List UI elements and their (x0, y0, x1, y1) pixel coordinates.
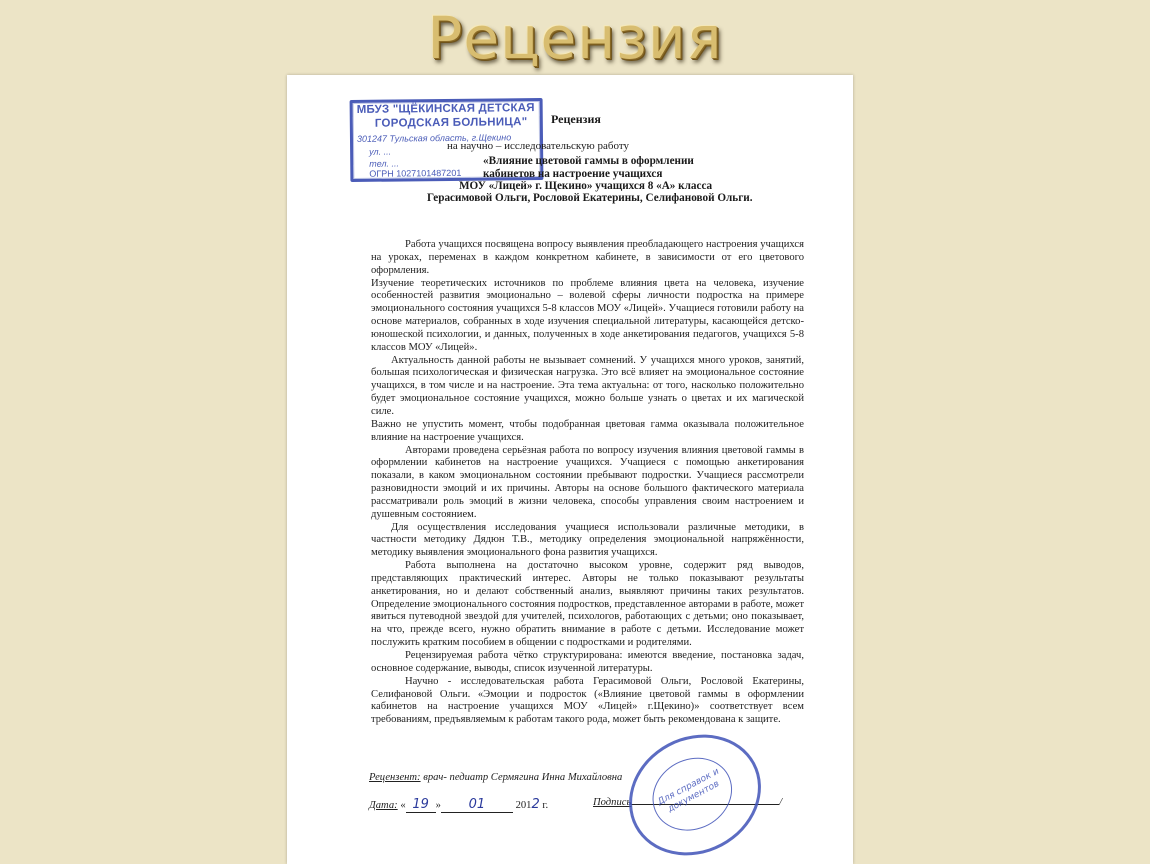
header-line-2: «Влияние цветовой гаммы в оформлении (483, 155, 694, 167)
seal-text: Для справок и документов (656, 766, 722, 815)
header-line-5: Герасимовой Ольги, Рословой Екатерины, Селифановой Ольги. (427, 192, 753, 204)
date-line (369, 797, 548, 813)
header-line-3: кабинетов на настроение учащихся (483, 168, 663, 180)
paragraph: Работа учащихся посвящена вопросу выявления преобладающего настроения учащихся на уроках, переменах в каждом конкретном кабинете, в зависимости от его цветового оформления. (371, 239, 804, 276)
paragraph: Научно - исследовательская работа Герасимовой Ольги, Рословой Екатерины, Селифановой Ольги. «Эмоции и подросток («Влияние цветовой гаммы в оформлении кабинетов на настроение учащихся МОУ «Лицей» г.Щекино)» соответствует всем требованиям, предъявляемым к работам такого рода, может быть рекомендована к защите. (371, 675, 804, 726)
document-title: Рецензия (551, 112, 601, 126)
date-year-prefix: 201 (515, 800, 532, 811)
stamp-line-6: ОГРН 1027101487201 (369, 167, 462, 179)
round-seal-stamp (608, 712, 783, 864)
review-body (371, 239, 804, 727)
date-month-field (441, 797, 513, 813)
date-month: 01 (468, 797, 486, 812)
stamp-line-5: тел. ... (369, 158, 400, 169)
paragraph: Важно не упустить момент, чтобы подобранная цветовая гамма оказывала положительное влияние на настроение учащихся. (371, 418, 804, 443)
stamp-line-1: МБУЗ "ЩЁКИНСКАЯ ДЕТСКАЯ (356, 102, 535, 116)
slide-title: Рецензия (427, 4, 723, 72)
date-label: Дата: (369, 800, 398, 811)
paragraph: Рецензируемая работа чётко структурирована: имеются введение, постановка задач, основное содержание, выводы, список изученной литературы. (371, 650, 804, 674)
stamp-line-4: ул. ... (369, 146, 392, 157)
paragraph: Работа выполнена на достаточно высоком уровне, содержит ряд выводов, представляющих практический интерес. Авторы не только показывают результаты анкетирования, но и делают собственный анализ, выявляют причины таких результатов. Определение эмоционального состояния подростков, представленное авторами в работе, может явиться путеводной звездой для учителей, психологов, работающих с детьми; оно показывает, на что, прежде всего, нужно обратить внимание в работе с детьми. Исследование может послужить кратким пособием в общении с подростками и родителями. (371, 560, 804, 649)
reviewer-name: врач- педиатр Сермягина Инна Михайловна (423, 772, 623, 783)
stamp-line-3: 301247 Тульская область, г.Щекино (356, 132, 512, 144)
date-open-quote: « (400, 800, 406, 811)
header-line-1: на научно – исследовательскую работу (447, 140, 629, 152)
paragraph: Актуальность данной работы не вызывает сомнений. У учащихся много уроков, занятий, большая психологическая и физическая нагрузка. Это всё влияет на эмоциональное состояние учащихся, в том числе и на настроение. Эта тема актуальна: от того, насколько положительно будет эмоциональное состояние учащихся, можно больше узнать о цветах и их магической силе. (371, 354, 804, 417)
reviewer-line (369, 772, 622, 783)
paragraph: Для осуществления исследования учащиеся использовали различные методики, в частности методику Дядюн Т.В., методику определения эмоциональной напряжённости, методику выявления эмоционального фона развития учащихся. (371, 521, 804, 559)
paragraph: Изучение теоретических источников по проблеме влияния цвета на человека, изучение особенностей развития эмоционально – волевой сферы личности подростка на примере эмоционального состояния учащихся 5-8 классов МОУ «Лицей». Учащиеся готовили работу на основе материалов, собранных в ходе изучения специальной литературы, касающейся детско-юношеской психологии, и данных, полученных в ходе анкетирования педагогов, учащихся 5-8 классов МОУ «Лицей». (371, 277, 804, 353)
date-day: 19 (412, 797, 429, 812)
date-year-digit: 2 (531, 797, 540, 812)
date-day-field (406, 797, 436, 813)
document-page (287, 75, 853, 864)
date-year-suffix: г. (539, 800, 549, 811)
paragraph: Авторами проведена серьёзная работа по вопросу изучения влияния цветовой гаммы в оформлении кабинетов на настроение учащихся. Учащиеся с помощью анкетирования показали, в каком эмоциональном состоянии пребывают подростки. Учащиеся рассмотрели разновидности эмоций и их причины. Авторы на основе большого фактического материала рассматривали роль эмоций в жизни человека, способы управления своим настроением и душевным состоянием. (371, 444, 804, 520)
stamp-line-2: ГОРОДСКАЯ БОЛЬНИЦА" (374, 116, 528, 130)
header-line-4: МОУ «Лицей» г. Щекино» учащихся 8 «А» класса (459, 180, 713, 192)
date-close-quote: » (435, 800, 441, 811)
signature-end: / (779, 797, 783, 808)
reviewer-label: Рецензент: (369, 772, 421, 783)
signature-label: Подпись (593, 797, 632, 808)
